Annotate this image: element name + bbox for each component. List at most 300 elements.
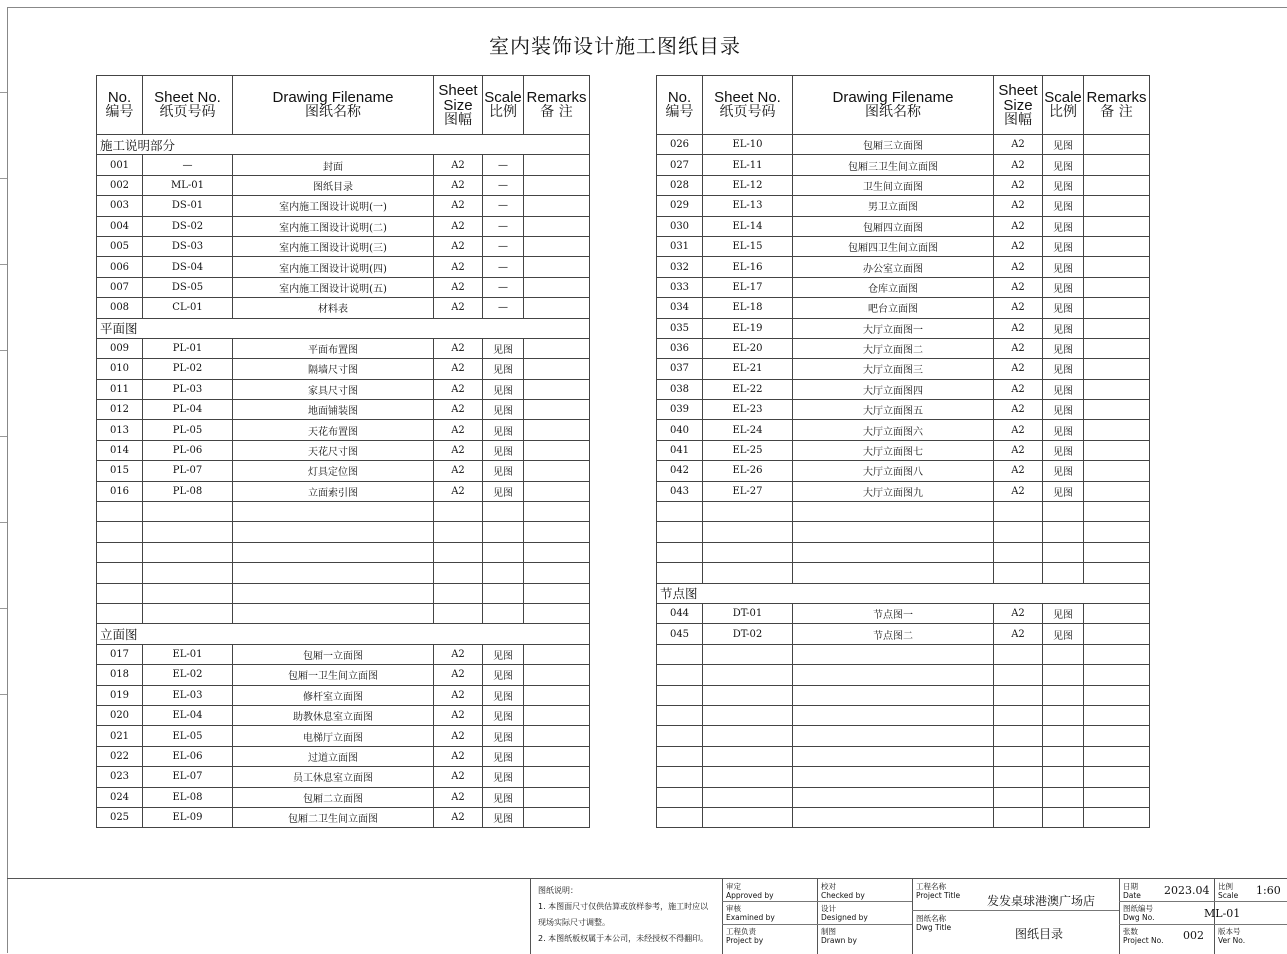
scale-label: 比例 Scale <box>1218 882 1239 900</box>
cell-no <box>97 522 143 542</box>
table-row <box>97 726 590 746</box>
cell-sheet: DS-04 <box>143 257 233 277</box>
cell-no: 036 <box>657 338 703 358</box>
cell-size <box>434 563 483 583</box>
cell-no <box>657 746 703 766</box>
cell-name: 大厅立面图三 <box>793 359 994 379</box>
cell-sheet: DS-03 <box>143 236 233 256</box>
table-row <box>97 257 590 277</box>
section-row <box>97 135 590 155</box>
cell-remarks <box>524 481 590 501</box>
cell-remarks <box>524 440 590 460</box>
cell-sheet <box>703 665 793 685</box>
cell-name: 地面铺装图 <box>233 400 434 420</box>
cell-name: 修杆室立面图 <box>233 685 434 705</box>
cell-sheet: ML-01 <box>143 175 233 195</box>
cell-name: 立面索引图 <box>233 481 434 501</box>
cell-no: 039 <box>657 400 703 420</box>
cell-name: 包厢四立面图 <box>793 216 994 236</box>
cell-size <box>434 603 483 623</box>
cell-scale: 见图 <box>1043 298 1084 318</box>
cell-name: 灯具定位图 <box>233 461 434 481</box>
cell-name: 电梯厅立面图 <box>233 726 434 746</box>
table-row <box>97 705 590 725</box>
cell-scale: 见图 <box>1043 216 1084 236</box>
cell-no: 002 <box>97 175 143 195</box>
table-row <box>657 420 1150 440</box>
cell-name: 大厅立面图八 <box>793 461 994 481</box>
table-row <box>657 155 1150 175</box>
cell-size <box>994 502 1043 522</box>
cell-size: A2 <box>434 379 483 399</box>
cell-name: 图纸目录 <box>233 175 434 195</box>
cell-scale: — <box>483 216 524 236</box>
cell-sheet <box>703 726 793 746</box>
designed-label: 设计 Designed by <box>821 904 868 922</box>
table-row <box>97 542 590 562</box>
cell-remarks <box>524 644 590 664</box>
cell-size <box>434 583 483 603</box>
date-value: 2023.04 <box>1164 884 1210 897</box>
cell-name <box>793 644 994 664</box>
cell-scale: 见图 <box>483 665 524 685</box>
cell-name <box>233 583 434 603</box>
cell-sheet: EL-22 <box>703 379 793 399</box>
cell-no: 010 <box>97 359 143 379</box>
cell-remarks <box>524 807 590 827</box>
cell-sheet: EL-13 <box>703 196 793 216</box>
cell-size: A2 <box>994 318 1043 338</box>
table-row <box>657 726 1150 746</box>
table-row <box>657 461 1150 481</box>
cell-name: 室内施工图设计说明(三) <box>233 236 434 256</box>
page-title: 室内装饰设计施工图纸目录 <box>489 34 741 58</box>
cell-remarks <box>1084 563 1150 583</box>
cell-scale: 见图 <box>483 807 524 827</box>
examined-label: 审核 Examined by <box>726 904 775 922</box>
table-row <box>97 767 590 787</box>
cell-sheet: EL-19 <box>703 318 793 338</box>
col-scale-header: Scale 比例 <box>1043 76 1084 135</box>
cell-size: A2 <box>434 644 483 664</box>
cell-remarks <box>524 665 590 685</box>
cell-size: A2 <box>994 216 1043 236</box>
note-1a: 1. 本图面尺寸仅供估算或放样参考，施工时应以 <box>538 902 709 911</box>
cell-scale <box>1043 746 1084 766</box>
cell-sheet: DT-01 <box>703 603 793 623</box>
cell-size <box>994 522 1043 542</box>
cell-name: 包厢二卫生间立面图 <box>233 807 434 827</box>
cell-no <box>97 502 143 522</box>
table-row <box>97 563 590 583</box>
cell-sheet: PL-02 <box>143 359 233 379</box>
cell-name: 隔墙尺寸图 <box>233 359 434 379</box>
table-row <box>97 481 590 501</box>
cell-sheet: EL-11 <box>703 155 793 175</box>
table-row <box>657 481 1150 501</box>
cell-sheet: PL-07 <box>143 461 233 481</box>
cell-remarks <box>1084 726 1150 746</box>
cell-remarks <box>524 705 590 725</box>
cell-sheet: EL-07 <box>143 767 233 787</box>
cell-name: 家具尺寸图 <box>233 379 434 399</box>
date-label: 日期 Date <box>1123 882 1141 900</box>
cell-name: 仓库立面图 <box>793 277 994 297</box>
cell-remarks <box>1084 318 1150 338</box>
dwg-no-value: ML-01 <box>1204 907 1241 920</box>
cell-name <box>793 746 994 766</box>
cell-name: 包厢一卫生间立面图 <box>233 665 434 685</box>
cell-no: 032 <box>657 257 703 277</box>
project-no-label: 张数 Project No. <box>1123 927 1164 945</box>
cell-no: 018 <box>97 665 143 685</box>
cell-remarks <box>1084 665 1150 685</box>
cell-sheet: PL-06 <box>143 440 233 460</box>
cell-no: 044 <box>657 603 703 623</box>
cell-no: 012 <box>97 400 143 420</box>
scale-value: 1:60 <box>1256 884 1281 897</box>
cell-sheet <box>703 522 793 542</box>
cell-name <box>793 502 994 522</box>
table-row <box>657 277 1150 297</box>
cell-scale: 见图 <box>1043 196 1084 216</box>
table-row <box>657 196 1150 216</box>
frame-tick <box>0 264 7 265</box>
cell-no <box>657 807 703 827</box>
cell-remarks <box>1084 277 1150 297</box>
cell-scale: 见图 <box>1043 359 1084 379</box>
cell-name <box>233 522 434 542</box>
cell-sheet: EL-12 <box>703 175 793 195</box>
cell-no: 037 <box>657 359 703 379</box>
cell-remarks <box>1084 767 1150 787</box>
cell-name <box>233 603 434 623</box>
cell-no: 029 <box>657 196 703 216</box>
note-1b: 现场实际尺寸调整。 <box>538 918 610 927</box>
cell-sheet: EL-18 <box>703 298 793 318</box>
table-row <box>657 135 1150 155</box>
table-row <box>657 216 1150 236</box>
cell-scale: 见图 <box>483 440 524 460</box>
cell-name: 天花布置图 <box>233 420 434 440</box>
table-row <box>97 665 590 685</box>
cell-sheet: PL-05 <box>143 420 233 440</box>
cell-size <box>994 685 1043 705</box>
cell-name: 大厅立面图六 <box>793 420 994 440</box>
cell-remarks <box>524 216 590 236</box>
col-scale-header: Scale 比例 <box>483 76 524 135</box>
cell-remarks <box>524 338 590 358</box>
cell-name: 员工休息室立面图 <box>233 767 434 787</box>
col-size-header: Sheet Size 图幅 <box>434 76 483 135</box>
table-row <box>657 624 1150 644</box>
table-row <box>97 583 590 603</box>
table-row <box>97 787 590 807</box>
table-row <box>97 175 590 195</box>
drawn-label: 制图 Drawn by <box>821 927 857 945</box>
table-row <box>97 298 590 318</box>
cell-scale: 见图 <box>1043 379 1084 399</box>
table-row <box>97 379 590 399</box>
cell-scale: 见图 <box>483 787 524 807</box>
cell-sheet: EL-25 <box>703 440 793 460</box>
cell-sheet: EL-08 <box>143 787 233 807</box>
cell-size <box>434 502 483 522</box>
cell-scale <box>483 583 524 603</box>
table-row <box>97 338 590 358</box>
cell-remarks <box>524 277 590 297</box>
cell-no: 045 <box>657 624 703 644</box>
cell-remarks <box>1084 379 1150 399</box>
cell-sheet: DS-01 <box>143 196 233 216</box>
frame-top-border <box>7 7 1287 8</box>
cell-scale <box>483 603 524 623</box>
cell-no <box>657 787 703 807</box>
cell-name <box>793 807 994 827</box>
note-2: 2. 本图纸板权属于本公司，未经授权不得翻印。 <box>538 934 709 943</box>
table-row <box>97 603 590 623</box>
notes-title: 图纸说明： <box>538 886 578 895</box>
table-row <box>97 644 590 664</box>
cell-size: A2 <box>434 236 483 256</box>
approved-label: 审定 Approved by <box>726 882 774 900</box>
col-remarks-header: Remarks 备 注 <box>1084 76 1150 135</box>
cell-name: 包厢四卫生间立面图 <box>793 236 994 256</box>
table-row <box>657 787 1150 807</box>
cell-scale <box>1043 787 1084 807</box>
frame-tick <box>0 350 7 351</box>
frame-tick <box>0 178 7 179</box>
section-label: 施工说明部分 <box>97 135 590 155</box>
cell-scale: 见图 <box>1043 135 1084 155</box>
cell-no: 014 <box>97 440 143 460</box>
cell-size <box>994 746 1043 766</box>
cell-remarks <box>524 522 590 542</box>
cell-remarks <box>524 236 590 256</box>
cell-scale: 见图 <box>1043 318 1084 338</box>
table-row <box>97 685 590 705</box>
cell-sheet: EL-15 <box>703 236 793 256</box>
cell-remarks <box>1084 705 1150 725</box>
cell-sheet: EL-17 <box>703 277 793 297</box>
cell-size: A2 <box>994 624 1043 644</box>
cell-sheet: EL-05 <box>143 726 233 746</box>
cell-remarks <box>524 685 590 705</box>
cell-size <box>994 644 1043 664</box>
cell-sheet: DT-02 <box>703 624 793 644</box>
cell-remarks <box>524 420 590 440</box>
table-row <box>97 522 590 542</box>
cell-remarks <box>1084 175 1150 195</box>
cell-name: 包厢三立面图 <box>793 135 994 155</box>
cell-no <box>657 705 703 725</box>
table-row <box>657 685 1150 705</box>
project-by-label: 工程负责 Project by <box>726 927 764 945</box>
cell-scale <box>1043 665 1084 685</box>
cell-scale <box>1043 522 1084 542</box>
cell-name <box>233 502 434 522</box>
cell-no <box>657 522 703 542</box>
cell-sheet <box>703 644 793 664</box>
cell-scale <box>1043 807 1084 827</box>
cell-no: 023 <box>97 767 143 787</box>
cell-size: A2 <box>994 400 1043 420</box>
cell-no: 020 <box>97 705 143 725</box>
cell-no: 017 <box>97 644 143 664</box>
cell-name: 大厅立面图四 <box>793 379 994 399</box>
cell-no <box>657 563 703 583</box>
cell-size: A2 <box>994 236 1043 256</box>
cell-name: 助教休息室立面图 <box>233 705 434 725</box>
cell-sheet: EL-26 <box>703 461 793 481</box>
col-filename-header: Drawing Filename 图纸名称 <box>233 76 434 135</box>
table-row <box>657 400 1150 420</box>
cell-size: A2 <box>434 746 483 766</box>
table-row <box>97 420 590 440</box>
cell-size: A2 <box>994 257 1043 277</box>
cell-size: A2 <box>994 359 1043 379</box>
table-row <box>97 502 590 522</box>
col-no-header: No. 编号 <box>97 76 143 135</box>
cell-no: 043 <box>657 481 703 501</box>
cell-scale: 见图 <box>483 644 524 664</box>
cell-sheet <box>143 583 233 603</box>
cell-no: 030 <box>657 216 703 236</box>
table-row <box>657 746 1150 766</box>
version-label: 版本号 Ver No. <box>1218 927 1246 945</box>
cell-no <box>657 685 703 705</box>
cell-sheet: EL-20 <box>703 338 793 358</box>
cell-size: A2 <box>434 787 483 807</box>
cell-scale: — <box>483 196 524 216</box>
cell-size: A2 <box>434 726 483 746</box>
cell-size <box>434 522 483 542</box>
cell-scale: 见图 <box>1043 277 1084 297</box>
cell-no: 019 <box>97 685 143 705</box>
cell-remarks <box>1084 420 1150 440</box>
cell-size <box>994 563 1043 583</box>
table-row <box>657 359 1150 379</box>
cell-sheet <box>703 542 793 562</box>
cell-size: A2 <box>434 481 483 501</box>
cell-scale: 见图 <box>483 379 524 399</box>
cell-size: A2 <box>994 135 1043 155</box>
dwg-title-value: 图纸目录 <box>1015 927 1064 941</box>
cell-sheet: PL-04 <box>143 400 233 420</box>
cell-no: 040 <box>657 420 703 440</box>
cell-no: 028 <box>657 175 703 195</box>
cell-sheet <box>703 807 793 827</box>
cell-no <box>657 665 703 685</box>
cell-sheet: EL-23 <box>703 400 793 420</box>
cell-no: 009 <box>97 338 143 358</box>
cell-no: 034 <box>657 298 703 318</box>
cell-size: A2 <box>994 440 1043 460</box>
cell-sheet: EL-02 <box>143 665 233 685</box>
cell-name: 包厢二立面图 <box>233 787 434 807</box>
cell-scale <box>1043 705 1084 725</box>
cell-scale: 见图 <box>483 767 524 787</box>
cell-name <box>793 705 994 725</box>
cell-remarks <box>524 787 590 807</box>
cell-remarks <box>524 359 590 379</box>
table-row <box>657 563 1150 583</box>
cell-no: 004 <box>97 216 143 236</box>
cell-scale: — <box>483 277 524 297</box>
cell-remarks <box>1084 644 1150 664</box>
cell-sheet <box>703 563 793 583</box>
table-row <box>97 440 590 460</box>
cell-remarks <box>524 461 590 481</box>
cell-scale: 见图 <box>1043 175 1084 195</box>
cell-remarks <box>1084 461 1150 481</box>
cell-size <box>994 807 1043 827</box>
cell-name <box>233 563 434 583</box>
cell-remarks <box>1084 196 1150 216</box>
cell-remarks <box>524 542 590 562</box>
table-row <box>657 318 1150 338</box>
cell-scale: — <box>483 175 524 195</box>
cell-size <box>994 787 1043 807</box>
cell-no: 015 <box>97 461 143 481</box>
cell-sheet: EL-21 <box>703 359 793 379</box>
cell-name: 大厅立面图五 <box>793 400 994 420</box>
cell-name <box>793 767 994 787</box>
col-size-header: Sheet Size 图幅 <box>994 76 1043 135</box>
cell-size <box>994 767 1043 787</box>
cell-size: A2 <box>994 379 1043 399</box>
cell-name: 大厅立面图二 <box>793 338 994 358</box>
cell-no: 003 <box>97 196 143 216</box>
cell-no <box>657 767 703 787</box>
cell-remarks <box>524 298 590 318</box>
cell-name: 男卫立面图 <box>793 196 994 216</box>
cell-scale: 见图 <box>1043 624 1084 644</box>
cell-no <box>97 542 143 562</box>
cell-name: 室内施工图设计说明(二) <box>233 216 434 236</box>
cell-remarks <box>1084 155 1150 175</box>
table-row <box>657 807 1150 827</box>
cell-no: 025 <box>97 807 143 827</box>
dwg-title-label: 图纸名称 Dwg Title <box>916 914 952 932</box>
cell-size: A2 <box>434 767 483 787</box>
cell-sheet <box>143 522 233 542</box>
cell-size <box>994 726 1043 746</box>
cell-scale <box>483 542 524 562</box>
col-filename-header: Drawing Filename 图纸名称 <box>793 76 994 135</box>
cell-remarks <box>1084 807 1150 827</box>
table-row <box>657 644 1150 664</box>
cell-size: A2 <box>994 603 1043 623</box>
section-row <box>97 318 590 338</box>
cell-name: 平面布置图 <box>233 338 434 358</box>
cell-remarks <box>1084 338 1150 358</box>
cell-size: A2 <box>994 277 1043 297</box>
cell-scale <box>1043 644 1084 664</box>
cell-scale: 见图 <box>1043 400 1084 420</box>
cell-no: 024 <box>97 787 143 807</box>
section-label: 节点图 <box>657 583 1150 603</box>
table-row <box>657 603 1150 623</box>
cell-sheet: EL-04 <box>143 705 233 725</box>
table-row <box>657 705 1150 725</box>
cell-scale <box>483 502 524 522</box>
table-row <box>657 257 1150 277</box>
cell-no <box>97 563 143 583</box>
cell-remarks <box>1084 746 1150 766</box>
cell-no: 022 <box>97 746 143 766</box>
cell-size: A2 <box>434 277 483 297</box>
